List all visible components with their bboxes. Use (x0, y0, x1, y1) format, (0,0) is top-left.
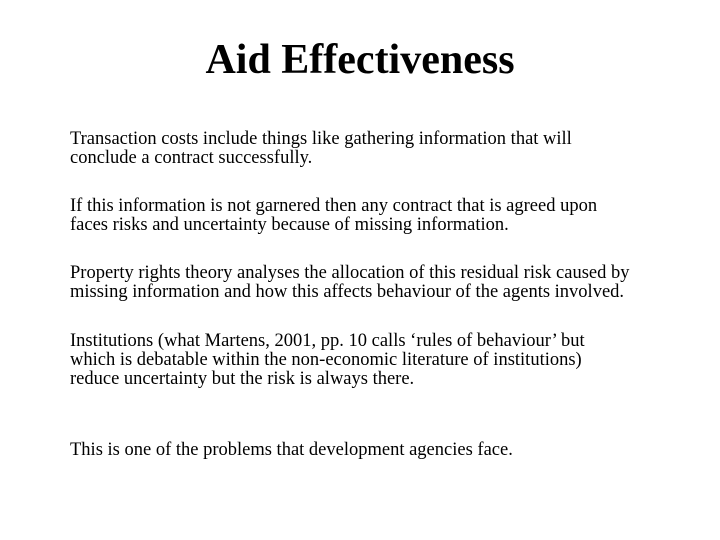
paragraph-line: Property rights theory analyses the allocation of this residual risk caused by (70, 263, 630, 283)
paragraph-missing-information (70, 197, 700, 235)
paragraph-development-agencies (70, 441, 700, 460)
paragraph-line: Institutions (what Martens, 2001, pp. 10 calls ‘rules of behaviour’ but (70, 331, 585, 351)
paragraph-property-rights (70, 264, 700, 302)
slide-title: Aid Effectiveness (205, 37, 515, 83)
paragraph-institutions (70, 332, 700, 389)
paragraph-line: If this information is not garnered then any contract that is agreed upon (70, 196, 598, 216)
paragraph-line: missing information and how this affects behaviour of the agents involved. (70, 282, 625, 302)
paragraph-line: reduce uncertainty but the risk is always there. (70, 369, 415, 389)
paragraph-line: Transaction costs include things like gathering information that will (70, 129, 572, 149)
paragraph-line: conclude a contract successfully. (70, 148, 313, 168)
paragraph-transaction-costs (70, 130, 700, 168)
paragraph-line: This is one of the problems that development agencies face. (70, 440, 513, 460)
paragraph-line: which is debatable within the non-economic literature of institutions) (70, 350, 582, 370)
paragraph-line: faces risks and uncertainty because of missing information. (70, 215, 509, 235)
